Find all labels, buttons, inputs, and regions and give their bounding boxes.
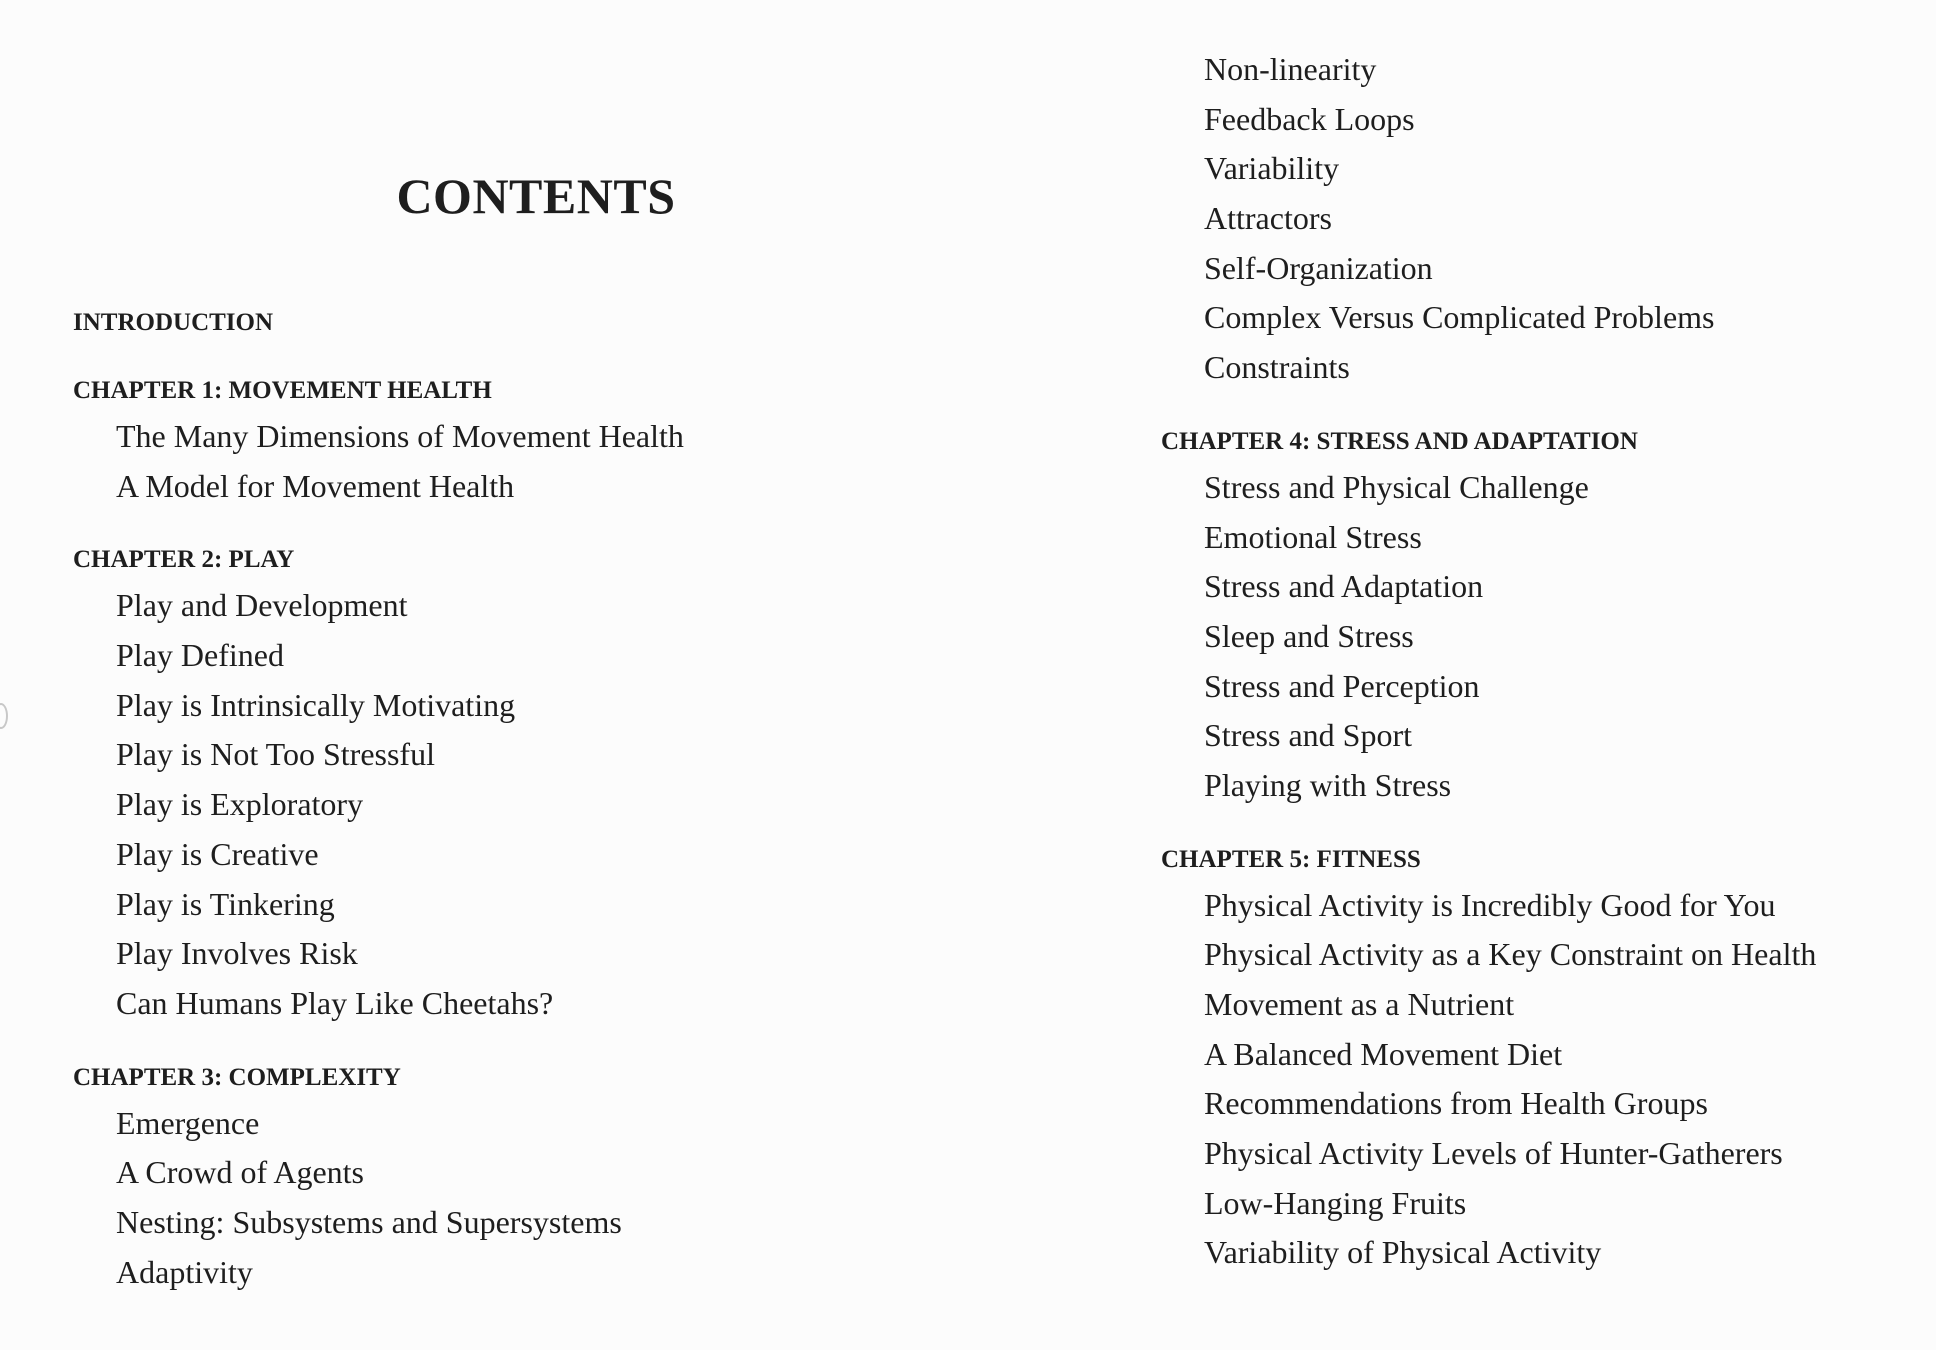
toc-entry[interactable]: Play and Development [116, 587, 408, 624]
toc-entry[interactable]: Play Involves Risk [116, 935, 358, 972]
toc-entry[interactable]: A Balanced Movement Diet [1204, 1035, 1563, 1072]
toc-entry[interactable]: Play is Creative [116, 835, 319, 872]
toc-entry[interactable]: Play Defined [116, 637, 284, 674]
toc-chapter-4 [1161, 427, 1921, 811]
toc-chapter-1 [73, 376, 1073, 511]
toc-entry[interactable]: Stress and Physical Challenge [1204, 468, 1589, 505]
toc-entry[interactable]: Physical Activity is Incredibly Good for You [1204, 886, 1776, 923]
toc-entry[interactable]: Self-Organization [1204, 249, 1433, 286]
toc-entry[interactable]: Variability of Physical Activity [1204, 1234, 1602, 1271]
toc-entry[interactable]: A Crowd of Agents [116, 1154, 364, 1191]
toc-entry[interactable]: Sleep and Stress [1204, 617, 1414, 654]
toc-entry[interactable]: Movement as a Nutrient [1204, 986, 1515, 1022]
toc-chapter-2 [73, 545, 1073, 1028]
toc-entry[interactable]: Complex Versus Complicated Problems [1204, 299, 1715, 336]
toc-entry[interactable]: Emergence [116, 1104, 260, 1141]
toc-entry[interactable]: The Many Dimensions of Movement Health [116, 418, 684, 454]
toc-heading-chapter-2[interactable]: CHAPTER 2: PLAY [73, 546, 295, 574]
toc-entry[interactable]: Play is Tinkering [116, 885, 335, 922]
toc-heading-chapter-5[interactable]: CHAPTER 5: FITNESS [1161, 845, 1421, 873]
toc-entry[interactable]: Stress and Adaptation [1204, 568, 1484, 605]
toc-entry[interactable]: Play is Intrinsically Motivating [116, 686, 516, 723]
toc-entry[interactable]: Constraints [1204, 349, 1350, 386]
toc-chapter-3-continued [1161, 45, 1921, 393]
page-edge-mark [0, 703, 8, 729]
toc-entry[interactable]: Play is Not Too Stressful [116, 736, 435, 773]
toc-entry[interactable]: Playing with Stress [1204, 766, 1452, 803]
toc-entry[interactable]: Non-linearity [1204, 51, 1377, 87]
toc-entry[interactable]: Stress and Sport [1204, 717, 1412, 754]
toc-heading-introduction[interactable]: INTRODUCTION [73, 309, 274, 336]
toc-entry[interactable]: A Model for Movement Health [116, 467, 515, 504]
toc-entry[interactable]: Adaptivity [116, 1253, 253, 1290]
toc-entry[interactable]: Feedback Loops [1204, 100, 1415, 137]
page-title: CONTENTS [396, 167, 676, 224]
toc-chapter-5 [1161, 845, 1921, 1279]
toc-right-column [1161, 45, 1921, 1278]
toc-entry[interactable]: Emotional Stress [1204, 518, 1422, 555]
toc-entry[interactable]: Attractors [1204, 200, 1332, 237]
toc-heading-chapter-1[interactable]: CHAPTER 1: MOVEMENT HEALTH [73, 377, 492, 404]
toc-entry[interactable]: Play is Exploratory [116, 786, 364, 823]
toc-heading-chapter-4[interactable]: CHAPTER 4: STRESS AND ADAPTATION [1161, 427, 1638, 455]
toc-entry[interactable]: Can Humans Play Like Cheetahs? [116, 984, 554, 1021]
toc-entry[interactable]: Physical Activity Levels of Hunter-Gatherers [1204, 1135, 1783, 1172]
toc-chapter-3 [73, 1063, 1073, 1298]
toc-entry[interactable]: Physical Activity as a Key Constraint on Health [1204, 936, 1817, 973]
toc-entry[interactable]: Recommendations from Health Groups [1204, 1085, 1708, 1122]
toc-left-column [73, 308, 1073, 1297]
toc-entry[interactable]: Low-Hanging Fruits [1204, 1184, 1467, 1221]
toc-entry[interactable]: Nesting: Subsystems and Supersystems [116, 1203, 622, 1240]
toc-heading-chapter-3[interactable]: CHAPTER 3: COMPLEXITY [73, 1063, 401, 1091]
toc-entry[interactable]: Variability [1204, 150, 1340, 187]
toc-entry[interactable]: Stress and Perception [1204, 667, 1480, 704]
